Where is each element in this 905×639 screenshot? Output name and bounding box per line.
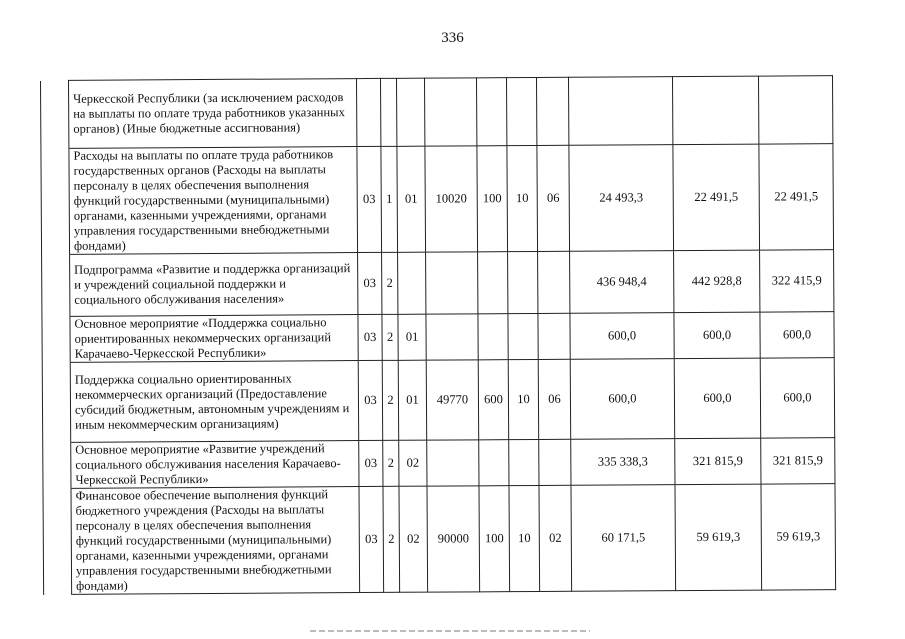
expense-type-code-cell: 100	[477, 146, 508, 252]
table-row	[43, 484, 836, 595]
amount-year-3-cell	[758, 76, 832, 144]
table-row	[42, 312, 834, 363]
row-name-cell: Черкесской Республики (за исключением расходов на выплаты по оплате труда работников указанных органов) (Иные бюджетные ассигнования)	[69, 79, 357, 149]
program-code-cell: 03	[359, 440, 383, 486]
event-code-cell: 02	[399, 440, 427, 486]
table-row	[41, 144, 834, 255]
table-body	[41, 76, 836, 595]
row-name-cell: Финансовое обеспечение выполнения функций бюджетного учреждения (Расходы на выплаты персоналу в целях обеспечения выполнения функций государственными (муниципальными) органами, казенными учреждениями, органами управления государственными внебюджетными фондами)	[71, 487, 360, 595]
program-code-cell: 03	[358, 314, 382, 360]
amount-year-1-cell: 335 338,3	[571, 439, 675, 486]
subsection-code-cell	[538, 313, 570, 359]
expense-type-code-cell	[476, 78, 506, 146]
expense-type-code-cell	[478, 252, 508, 314]
amount-year-3-cell: 321 815,9	[761, 438, 835, 484]
table-row	[42, 250, 834, 317]
row-number-cell	[42, 316, 70, 362]
subsection-code-cell	[536, 77, 568, 145]
expense-type-code-cell	[479, 440, 509, 486]
event-code-cell: 02	[399, 486, 428, 592]
row-name-cell: Основное мероприятие «Развитие учреждений социального обслуживания населения Карачаево-Черкесской Республики»	[71, 441, 359, 489]
row-number-cell	[41, 148, 70, 254]
row-number-cell	[42, 254, 70, 316]
amount-year-2-cell	[672, 76, 758, 145]
subsection-code-cell	[539, 439, 571, 485]
event-code-cell: 01	[397, 146, 426, 252]
amount-year-3-cell: 600,0	[760, 358, 834, 438]
page-number: 336	[441, 30, 464, 46]
amount-year-1-cell: 24 493,3	[569, 145, 674, 252]
section-code-cell	[506, 77, 536, 145]
row-number-cell	[41, 80, 69, 148]
program-code-cell: 03	[359, 486, 384, 592]
amount-year-1-cell: 600,0	[570, 359, 674, 440]
program-code-cell: 03	[358, 360, 382, 440]
subprogram-code-cell	[380, 78, 396, 146]
subprogram-code-cell: 2	[383, 440, 399, 486]
subsection-code-cell: 06	[538, 359, 570, 439]
amount-year-1-cell: 60 171,5	[571, 485, 676, 592]
row-name-cell: Основное мероприятие «Поддержка социально ориентированных некоммерческих организаций Карачаево-Черкесской Республики»	[70, 315, 358, 363]
row-name-cell: Расходы на выплаты по оплате труда работников государственных органов (Расходы на выплаты персоналу в целях обеспечения выполнения функций государственными (муниципальными) органами, казенными учреждениями, органами управления государственными внебюджетными фондами)	[69, 147, 358, 255]
section-code-cell: 10	[509, 485, 540, 591]
event-code-cell: 01	[398, 314, 426, 360]
direction-code-cell	[426, 314, 478, 360]
table-row	[41, 76, 833, 149]
direction-code-cell: 90000	[427, 486, 480, 592]
program-code-cell: 03	[357, 146, 382, 252]
subprogram-code-cell: 2	[383, 486, 400, 592]
event-code-cell	[398, 252, 426, 314]
amount-year-1-cell	[568, 77, 672, 146]
section-code-cell: 10	[507, 145, 538, 251]
amount-year-3-cell: 600,0	[760, 312, 834, 358]
subsection-code-cell: 06	[537, 145, 570, 251]
table-row	[43, 438, 835, 489]
scan-artifact	[310, 630, 590, 632]
amount-year-3-cell: 322 415,9	[760, 250, 834, 312]
amount-year-2-cell: 600,0	[674, 312, 760, 359]
program-code-cell	[356, 78, 380, 146]
amount-year-3-cell: 22 491,5	[759, 144, 834, 250]
subprogram-code-cell: 2	[382, 360, 398, 440]
section-code-cell	[509, 439, 539, 485]
subsection-code-cell: 02	[539, 485, 572, 591]
expense-type-code-cell	[478, 314, 508, 360]
row-number-cell	[43, 488, 72, 594]
subprogram-code-cell: 2	[382, 252, 398, 314]
amount-year-2-cell: 59 619,3	[675, 484, 762, 591]
row-name-cell: Поддержка социально ориентированных некоммерческих организаций (Предоставление субсидий бюджетным, автономным учреждениям и иным некоммерческим организациям)	[70, 361, 358, 443]
expense-type-code-cell: 600	[478, 360, 508, 440]
expense-type-code-cell: 100	[479, 486, 510, 592]
amount-year-3-cell: 59 619,3	[761, 484, 836, 590]
event-code-cell	[396, 78, 424, 146]
section-code-cell	[508, 251, 538, 313]
direction-code-cell	[426, 252, 478, 314]
amount-year-2-cell: 600,0	[674, 358, 760, 439]
section-code-cell	[508, 313, 538, 359]
direction-code-cell: 10020	[425, 146, 478, 252]
section-code-cell: 10	[508, 359, 538, 439]
row-name-cell: Подпрограмма «Развитие и поддержка организаций и учреждений социальной поддержки и социального обслуживания населения»	[70, 253, 358, 317]
amount-year-1-cell: 600,0	[570, 313, 674, 360]
amount-year-2-cell: 442 928,8	[674, 250, 760, 313]
table-row	[42, 358, 834, 443]
budget-table	[40, 75, 836, 595]
subprogram-code-cell: 1	[381, 146, 398, 252]
subsection-code-cell	[538, 251, 570, 313]
direction-code-cell	[424, 78, 476, 146]
amount-year-1-cell: 436 948,4	[570, 251, 674, 314]
direction-code-cell	[427, 440, 479, 486]
row-number-cell	[42, 362, 70, 442]
program-code-cell: 03	[358, 252, 382, 314]
amount-year-2-cell: 321 815,9	[675, 438, 761, 485]
subprogram-code-cell: 2	[382, 314, 398, 360]
row-number-cell	[43, 442, 71, 488]
amount-year-2-cell: 22 491,5	[673, 144, 760, 251]
direction-code-cell: 49770	[426, 360, 478, 440]
event-code-cell: 01	[398, 360, 426, 440]
